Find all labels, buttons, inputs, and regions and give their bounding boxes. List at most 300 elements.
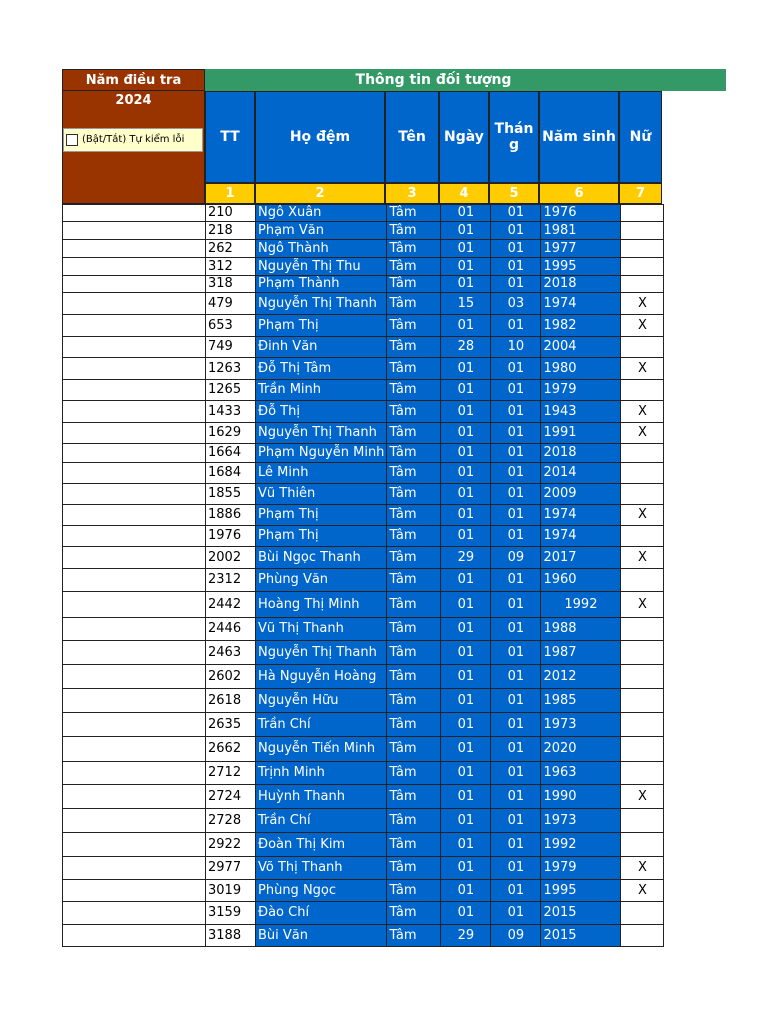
ho-dem-cell[interactable]: Huỳnh Thanh: [256, 785, 387, 809]
nam-sinh-cell[interactable]: 1991: [541, 423, 621, 444]
thang-cell[interactable]: 01: [491, 380, 541, 401]
nu-cell[interactable]: [621, 484, 664, 505]
nam-sinh-cell[interactable]: 2012: [541, 665, 621, 689]
thang-cell[interactable]: 01: [491, 444, 541, 463]
nam-sinh-cell[interactable]: 2017: [541, 547, 621, 569]
ngay-cell[interactable]: 01: [441, 665, 491, 689]
nu-cell[interactable]: [621, 463, 664, 484]
nu-cell[interactable]: [621, 833, 664, 857]
ho-dem-cell[interactable]: Đỗ Thị Tâm: [256, 358, 387, 380]
ten-cell[interactable]: Tâm: [387, 592, 441, 618]
ngay-cell[interactable]: 01: [441, 592, 491, 618]
ho-dem-cell[interactable]: Đoàn Thị Kim: [256, 833, 387, 857]
blank-cell[interactable]: [63, 526, 206, 547]
ngay-cell[interactable]: 01: [441, 222, 491, 240]
tt-cell[interactable]: 1886: [206, 505, 256, 526]
tt-cell[interactable]: 1855: [206, 484, 256, 505]
thang-cell[interactable]: 10: [491, 337, 541, 358]
ngay-cell[interactable]: 01: [441, 833, 491, 857]
thang-cell[interactable]: 01: [491, 258, 541, 276]
column-header-nu[interactable]: Nữ: [619, 91, 662, 183]
thang-cell[interactable]: 01: [491, 857, 541, 880]
tt-cell[interactable]: 2712: [206, 762, 256, 785]
nu-cell[interactable]: [621, 925, 664, 947]
ten-cell[interactable]: Tâm: [387, 505, 441, 526]
ngay-cell[interactable]: 29: [441, 547, 491, 569]
blank-cell[interactable]: [63, 505, 206, 526]
checkbox-icon[interactable]: [66, 134, 78, 146]
ngay-cell[interactable]: 01: [441, 902, 491, 925]
tt-cell[interactable]: 312: [206, 258, 256, 276]
ho-dem-cell[interactable]: Ngô Thành: [256, 240, 387, 258]
blank-cell[interactable]: [63, 785, 206, 809]
ngay-cell[interactable]: 01: [441, 526, 491, 547]
tt-cell[interactable]: 2442: [206, 592, 256, 618]
nu-cell[interactable]: X: [621, 785, 664, 809]
blank-cell[interactable]: [63, 423, 206, 444]
nu-cell[interactable]: [621, 762, 664, 785]
table-row: [63, 222, 664, 240]
ngay-cell[interactable]: 28: [441, 337, 491, 358]
ngay-cell[interactable]: 01: [441, 205, 491, 222]
blank-cell[interactable]: [63, 205, 206, 222]
nam-sinh-cell[interactable]: 1973: [541, 713, 621, 737]
blank-cell[interactable]: [63, 902, 206, 925]
ngay-cell[interactable]: 01: [441, 484, 491, 505]
thang-cell[interactable]: 01: [491, 713, 541, 737]
ho-dem-cell[interactable]: Vũ Thị Thanh: [256, 618, 387, 641]
blank-cell[interactable]: [63, 737, 206, 762]
nu-cell[interactable]: [621, 222, 664, 240]
ngay-cell[interactable]: 01: [441, 315, 491, 337]
ho-dem-cell[interactable]: Đinh Văn: [256, 337, 387, 358]
ten-cell[interactable]: Tâm: [387, 618, 441, 641]
nam-sinh-cell[interactable]: 1977: [541, 240, 621, 258]
ten-cell[interactable]: Tâm: [387, 337, 441, 358]
ten-cell[interactable]: Tâm: [387, 315, 441, 337]
ten-cell[interactable]: Tâm: [387, 547, 441, 569]
table-row: [63, 205, 664, 222]
nu-cell[interactable]: [621, 902, 664, 925]
column-number-5: 5: [489, 183, 539, 204]
ngay-cell[interactable]: 01: [441, 358, 491, 380]
thang-cell[interactable]: 01: [491, 689, 541, 713]
ho-dem-cell[interactable]: Hà Nguyễn Hoàng: [256, 665, 387, 689]
table-row: [63, 547, 664, 569]
nu-cell[interactable]: X: [621, 315, 664, 337]
ngay-cell[interactable]: 01: [441, 423, 491, 444]
tt-cell[interactable]: 1684: [206, 463, 256, 484]
blank-cell[interactable]: [63, 337, 206, 358]
nu-cell[interactable]: [621, 713, 664, 737]
ngay-cell[interactable]: 01: [441, 505, 491, 526]
blank-cell[interactable]: [63, 484, 206, 505]
ngay-cell[interactable]: 01: [441, 713, 491, 737]
ten-cell[interactable]: Tâm: [387, 569, 441, 592]
ho-dem-cell[interactable]: Phạm Thị: [256, 526, 387, 547]
ten-cell[interactable]: Tâm: [387, 641, 441, 665]
thang-cell[interactable]: 01: [491, 833, 541, 857]
ten-cell[interactable]: Tâm: [387, 902, 441, 925]
ten-cell[interactable]: Tâm: [387, 463, 441, 484]
blank-cell[interactable]: [63, 276, 206, 293]
thang-cell[interactable]: 01: [491, 484, 541, 505]
survey-year-block: [62, 69, 205, 204]
nu-cell[interactable]: [621, 569, 664, 592]
thang-cell[interactable]: 01: [491, 358, 541, 380]
thang-cell[interactable]: 01: [491, 505, 541, 526]
tt-cell[interactable]: 318: [206, 276, 256, 293]
ten-cell[interactable]: Tâm: [387, 737, 441, 762]
ho-dem-cell[interactable]: Bùi Ngọc Thanh: [256, 547, 387, 569]
tt-cell[interactable]: 1263: [206, 358, 256, 380]
ho-dem-cell[interactable]: Nguyễn Thị Thu: [256, 258, 387, 276]
nu-cell[interactable]: [621, 809, 664, 833]
ho-dem-cell[interactable]: Hoàng Thị Minh: [256, 592, 387, 618]
blank-cell[interactable]: [63, 569, 206, 592]
tt-cell[interactable]: 210: [206, 205, 256, 222]
tt-cell[interactable]: 2728: [206, 809, 256, 833]
nam-sinh-cell[interactable]: 2015: [541, 925, 621, 947]
ten-cell[interactable]: Tâm: [387, 240, 441, 258]
column-header-nam-sinh[interactable]: Năm sinh: [539, 91, 619, 183]
tt-cell[interactable]: 653: [206, 315, 256, 337]
blank-cell[interactable]: [63, 358, 206, 380]
ho-dem-cell[interactable]: Võ Thị Thanh: [256, 857, 387, 880]
ho-dem-cell[interactable]: Phùng Văn: [256, 569, 387, 592]
blank-cell[interactable]: [63, 689, 206, 713]
nu-cell[interactable]: X: [621, 401, 664, 423]
table-row: [63, 713, 664, 737]
blank-cell[interactable]: [63, 240, 206, 258]
survey-year-label: Năm điều tra: [63, 70, 204, 91]
ngay-cell[interactable]: 01: [441, 809, 491, 833]
blank-cell[interactable]: [63, 463, 206, 484]
ten-cell[interactable]: Tâm: [387, 205, 441, 222]
ho-dem-cell[interactable]: Phạm Văn: [256, 222, 387, 240]
ten-cell[interactable]: Tâm: [387, 857, 441, 880]
blank-cell[interactable]: [63, 380, 206, 401]
thang-cell[interactable]: 01: [491, 785, 541, 809]
blank-cell[interactable]: [63, 665, 206, 689]
ho-dem-cell[interactable]: Nguyễn Thị Thanh: [256, 423, 387, 444]
ho-dem-cell[interactable]: Bùi Văn: [256, 925, 387, 947]
section-title: Thông tin đối tượng: [355, 72, 512, 88]
tt-cell[interactable]: 2635: [206, 713, 256, 737]
thang-cell[interactable]: 01: [491, 665, 541, 689]
ngay-cell[interactable]: 01: [441, 276, 491, 293]
ten-cell[interactable]: Tâm: [387, 358, 441, 380]
nam-sinh-cell[interactable]: 1974: [541, 505, 621, 526]
ngay-cell[interactable]: 01: [441, 569, 491, 592]
column-number-6: 6: [539, 183, 619, 204]
nu-cell[interactable]: X: [621, 423, 664, 444]
nam-sinh-cell[interactable]: 1980: [541, 358, 621, 380]
blank-cell[interactable]: [63, 880, 206, 902]
ngay-cell[interactable]: 01: [441, 762, 491, 785]
blank-cell[interactable]: [63, 618, 206, 641]
thang-cell[interactable]: 01: [491, 526, 541, 547]
column-header-ngay[interactable]: Ngày: [439, 91, 489, 183]
blank-cell[interactable]: [63, 293, 206, 315]
nam-sinh-cell[interactable]: 1979: [541, 857, 621, 880]
ho-dem-cell[interactable]: Phạm Nguyễn Minh: [256, 444, 387, 463]
ho-dem-cell[interactable]: Phạm Thành: [256, 276, 387, 293]
blank-cell[interactable]: [63, 809, 206, 833]
nam-sinh-cell[interactable]: 2014: [541, 463, 621, 484]
blank-cell[interactable]: [63, 222, 206, 240]
nam-sinh-cell[interactable]: 1976: [541, 205, 621, 222]
thang-cell[interactable]: 09: [491, 547, 541, 569]
nam-sinh-cell[interactable]: 1990: [541, 785, 621, 809]
thang-cell[interactable]: 01: [491, 315, 541, 337]
thang-cell[interactable]: 03: [491, 293, 541, 315]
ngay-cell[interactable]: 29: [441, 925, 491, 947]
tt-cell[interactable]: 3159: [206, 902, 256, 925]
thang-cell[interactable]: 01: [491, 880, 541, 902]
table-row: [63, 809, 664, 833]
nu-cell[interactable]: [621, 737, 664, 762]
ten-cell[interactable]: Tâm: [387, 401, 441, 423]
nu-cell[interactable]: [621, 618, 664, 641]
ngay-cell[interactable]: 01: [441, 463, 491, 484]
thang-cell[interactable]: 01: [491, 737, 541, 762]
ho-dem-cell[interactable]: Nguyễn Thị Thanh: [256, 641, 387, 665]
tt-cell[interactable]: 2922: [206, 833, 256, 857]
survey-year-value[interactable]: 2024: [115, 93, 152, 108]
nu-cell[interactable]: [621, 276, 664, 293]
thang-cell[interactable]: 01: [491, 276, 541, 293]
tt-cell[interactable]: 749: [206, 337, 256, 358]
nu-cell[interactable]: X: [621, 547, 664, 569]
nam-sinh-cell[interactable]: 1960: [541, 569, 621, 592]
ten-cell[interactable]: Tâm: [387, 925, 441, 947]
ten-cell[interactable]: Tâm: [387, 762, 441, 785]
nu-cell[interactable]: [621, 205, 664, 222]
tt-cell[interactable]: 218: [206, 222, 256, 240]
ngay-cell[interactable]: 01: [441, 618, 491, 641]
column-number-1: 1: [205, 183, 255, 204]
nam-sinh-cell[interactable]: 1982: [541, 315, 621, 337]
thang-cell[interactable]: 01: [491, 222, 541, 240]
nu-cell[interactable]: [621, 240, 664, 258]
nu-cell[interactable]: X: [621, 857, 664, 880]
ngay-cell[interactable]: 01: [441, 401, 491, 423]
nam-sinh-cell[interactable]: 1992: [541, 592, 621, 618]
blank-cell[interactable]: [63, 641, 206, 665]
nu-cell[interactable]: X: [621, 358, 664, 380]
nam-sinh-cell[interactable]: 1963: [541, 762, 621, 785]
tt-cell[interactable]: 2724: [206, 785, 256, 809]
ten-cell[interactable]: Tâm: [387, 880, 441, 902]
nu-cell[interactable]: [621, 258, 664, 276]
column-number-2: 2: [255, 183, 385, 204]
table-row: [63, 358, 664, 380]
tt-cell[interactable]: 2463: [206, 641, 256, 665]
ho-dem-cell[interactable]: Trần Chí: [256, 713, 387, 737]
ten-cell[interactable]: Tâm: [387, 444, 441, 463]
nam-sinh-cell[interactable]: 2018: [541, 444, 621, 463]
blank-cell[interactable]: [63, 592, 206, 618]
nam-sinh-cell[interactable]: 1985: [541, 689, 621, 713]
ho-dem-cell[interactable]: Nguyễn Tiến Minh: [256, 737, 387, 762]
ho-dem-cell[interactable]: Lê Minh: [256, 463, 387, 484]
nu-cell[interactable]: X: [621, 880, 664, 902]
blank-cell[interactable]: [63, 762, 206, 785]
tt-cell[interactable]: 1664: [206, 444, 256, 463]
blank-cell[interactable]: [63, 258, 206, 276]
ten-cell[interactable]: Tâm: [387, 423, 441, 444]
table-row: [63, 618, 664, 641]
nam-sinh-cell[interactable]: 1979: [541, 380, 621, 401]
ho-dem-cell[interactable]: Nguyễn Thị Thanh: [256, 293, 387, 315]
nam-sinh-cell[interactable]: 2009: [541, 484, 621, 505]
blank-cell[interactable]: [63, 315, 206, 337]
nam-sinh-cell[interactable]: 2018: [541, 276, 621, 293]
nam-sinh-cell[interactable]: 1987: [541, 641, 621, 665]
tt-cell[interactable]: 2002: [206, 547, 256, 569]
thang-cell[interactable]: 01: [491, 641, 541, 665]
nu-cell[interactable]: [621, 526, 664, 547]
blank-cell[interactable]: [63, 444, 206, 463]
column-header-ten[interactable]: Tên: [385, 91, 439, 183]
tt-cell[interactable]: 1629: [206, 423, 256, 444]
ten-cell[interactable]: Tâm: [387, 665, 441, 689]
ngay-cell[interactable]: 01: [441, 240, 491, 258]
nu-cell[interactable]: [621, 689, 664, 713]
table-row: [63, 569, 664, 592]
nu-cell[interactable]: X: [621, 293, 664, 315]
blank-cell[interactable]: [63, 857, 206, 880]
ngay-cell[interactable]: 01: [441, 880, 491, 902]
ngay-cell[interactable]: 01: [441, 785, 491, 809]
thang-cell[interactable]: 01: [491, 423, 541, 444]
tt-cell[interactable]: 3188: [206, 925, 256, 947]
ngay-cell[interactable]: 01: [441, 444, 491, 463]
ho-dem-cell[interactable]: Ngô Xuân: [256, 205, 387, 222]
blank-cell[interactable]: [63, 401, 206, 423]
blank-cell[interactable]: [63, 547, 206, 569]
nu-cell[interactable]: [621, 665, 664, 689]
ten-cell[interactable]: Tâm: [387, 713, 441, 737]
tt-cell[interactable]: 1433: [206, 401, 256, 423]
ten-cell[interactable]: Tâm: [387, 809, 441, 833]
tt-cell[interactable]: 479: [206, 293, 256, 315]
ho-dem-cell[interactable]: Trần Minh: [256, 380, 387, 401]
ten-cell[interactable]: Tâm: [387, 689, 441, 713]
nam-sinh-cell[interactable]: 2020: [541, 737, 621, 762]
tt-cell[interactable]: 262: [206, 240, 256, 258]
ho-dem-cell[interactable]: Trịnh Minh: [256, 762, 387, 785]
tt-cell[interactable]: 3019: [206, 880, 256, 902]
nam-sinh-cell[interactable]: 2004: [541, 337, 621, 358]
ho-dem-cell[interactable]: Vũ Thiên: [256, 484, 387, 505]
ho-dem-cell[interactable]: Đào Chí: [256, 902, 387, 925]
thang-cell[interactable]: 01: [491, 592, 541, 618]
tt-cell[interactable]: 2446: [206, 618, 256, 641]
column-header-thang[interactable]: Tháng: [489, 91, 539, 183]
nam-sinh-cell[interactable]: 1981: [541, 222, 621, 240]
nam-sinh-cell[interactable]: 1943: [541, 401, 621, 423]
blank-cell[interactable]: [63, 833, 206, 857]
thang-cell[interactable]: 01: [491, 240, 541, 258]
nam-sinh-cell[interactable]: 2015: [541, 902, 621, 925]
nam-sinh-cell[interactable]: 1995: [541, 880, 621, 902]
ho-dem-cell[interactable]: Đỗ Thị: [256, 401, 387, 423]
nam-sinh-cell[interactable]: 1988: [541, 618, 621, 641]
thang-cell[interactable]: 01: [491, 902, 541, 925]
nu-cell[interactable]: [621, 444, 664, 463]
ho-dem-cell[interactable]: Nguyễn Hữu: [256, 689, 387, 713]
ten-cell[interactable]: Tâm: [387, 484, 441, 505]
ten-cell[interactable]: Tâm: [387, 293, 441, 315]
blank-cell[interactable]: [63, 713, 206, 737]
column-header-ho-dem[interactable]: Họ đệm: [255, 91, 385, 183]
section-title-bar: [205, 69, 726, 91]
tt-cell[interactable]: 2602: [206, 665, 256, 689]
ngay-cell[interactable]: 01: [441, 258, 491, 276]
ho-dem-cell[interactable]: Phạm Thị: [256, 505, 387, 526]
ten-cell[interactable]: Tâm: [387, 276, 441, 293]
tt-cell[interactable]: 2977: [206, 857, 256, 880]
ten-cell[interactable]: Tâm: [387, 833, 441, 857]
ngay-cell[interactable]: 01: [441, 641, 491, 665]
nam-sinh-cell[interactable]: 1974: [541, 526, 621, 547]
ngay-cell[interactable]: 01: [441, 689, 491, 713]
thang-cell[interactable]: 01: [491, 762, 541, 785]
nam-sinh-cell[interactable]: 1992: [541, 833, 621, 857]
nu-cell[interactable]: X: [621, 505, 664, 526]
tt-cell[interactable]: 2312: [206, 569, 256, 592]
table-row: [63, 337, 664, 358]
ten-cell[interactable]: Tâm: [387, 785, 441, 809]
nu-cell[interactable]: [621, 337, 664, 358]
ngay-cell[interactable]: 01: [441, 857, 491, 880]
nam-sinh-cell[interactable]: 1973: [541, 809, 621, 833]
ho-dem-cell[interactable]: Trần Chí: [256, 809, 387, 833]
blank-cell[interactable]: [63, 925, 206, 947]
tt-cell[interactable]: 1976: [206, 526, 256, 547]
thang-cell[interactable]: 01: [491, 809, 541, 833]
ho-dem-cell[interactable]: Phùng Ngọc: [256, 880, 387, 902]
nam-sinh-cell[interactable]: 1995: [541, 258, 621, 276]
tt-cell[interactable]: 2662: [206, 737, 256, 762]
table-row: [63, 902, 664, 925]
ngay-cell[interactable]: 15: [441, 293, 491, 315]
thang-cell[interactable]: 01: [491, 569, 541, 592]
ngay-cell[interactable]: 01: [441, 737, 491, 762]
thang-cell[interactable]: 09: [491, 925, 541, 947]
nu-cell[interactable]: [621, 641, 664, 665]
ten-cell[interactable]: Tâm: [387, 380, 441, 401]
ten-cell[interactable]: Tâm: [387, 222, 441, 240]
ten-cell[interactable]: Tâm: [387, 258, 441, 276]
thang-cell[interactable]: 01: [491, 205, 541, 222]
tt-cell[interactable]: 2618: [206, 689, 256, 713]
ho-dem-cell[interactable]: Phạm Thị: [256, 315, 387, 337]
thang-cell[interactable]: 01: [491, 401, 541, 423]
ngay-cell[interactable]: 01: [441, 380, 491, 401]
self-check-toggle[interactable]: [63, 128, 203, 152]
tt-cell[interactable]: 1265: [206, 380, 256, 401]
ten-cell[interactable]: Tâm: [387, 526, 441, 547]
nu-cell[interactable]: X: [621, 592, 664, 618]
nu-cell[interactable]: [621, 380, 664, 401]
nam-sinh-cell[interactable]: 1974: [541, 293, 621, 315]
column-header-tt[interactable]: TT: [205, 91, 255, 183]
thang-cell[interactable]: 01: [491, 463, 541, 484]
thang-cell[interactable]: 01: [491, 618, 541, 641]
